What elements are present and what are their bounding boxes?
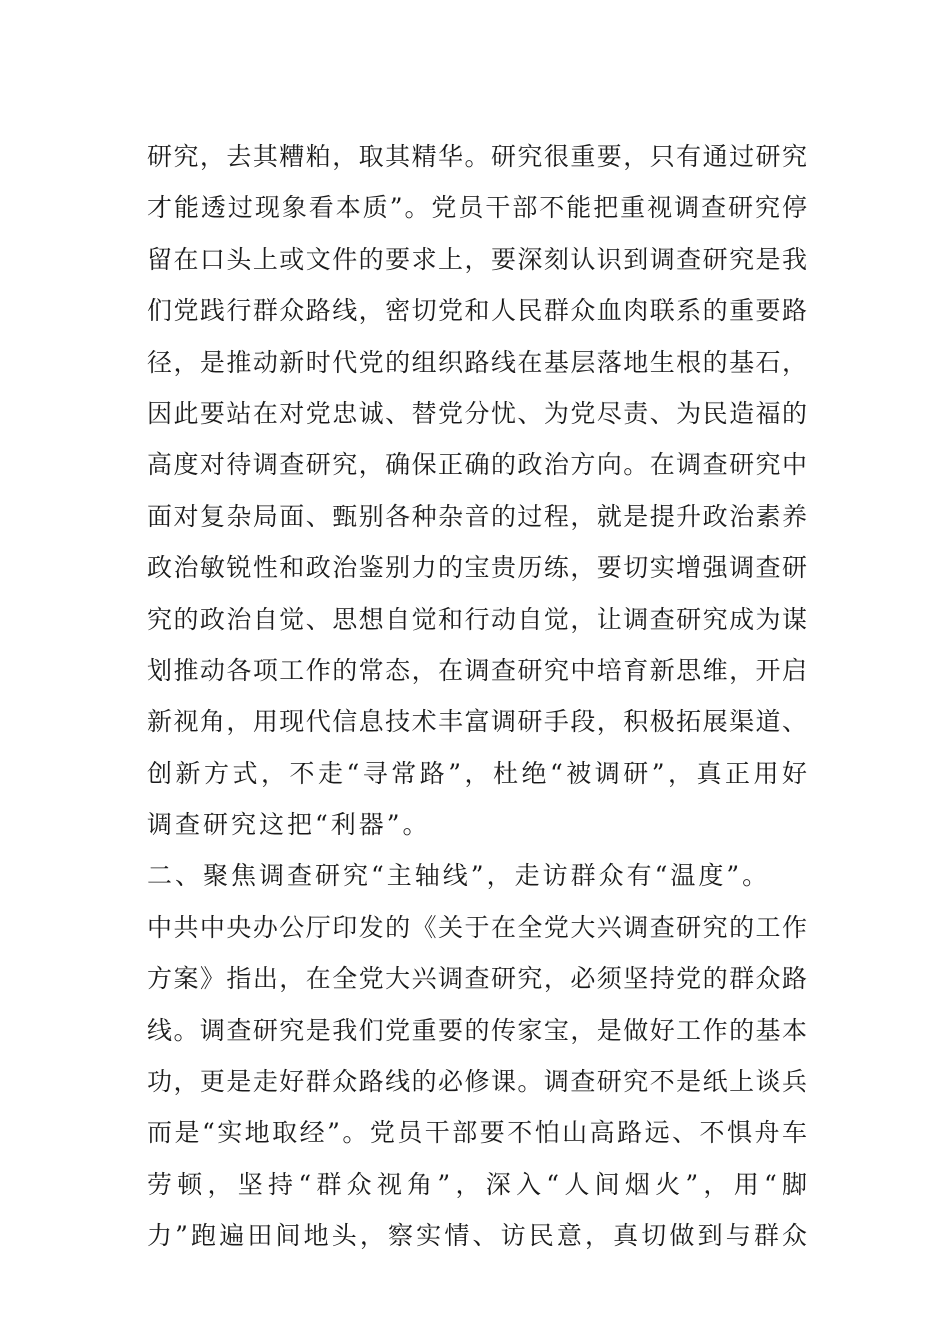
text-line: 线。调查研究是我们党重要的传家宝，是做好工作的基本: [147, 1015, 807, 1045]
text-line: 调查研究这把“利器”。: [147, 810, 431, 840]
text-line: 径，是推动新时代党的组织路线在基层落地生根的基石，: [147, 347, 807, 377]
text-line: 高度对待调查研究，确保正确的政治方向。在调查研究中: [147, 450, 807, 480]
text-line: 因此要站在对党忠诚、替党分忧、为党尽责、为民造福的: [147, 398, 807, 428]
text-line: 二、聚焦调查研究“主轴线”，走访群众有“温度”。: [147, 861, 771, 891]
text-line: 而是“实地取经”。党员干部要不怕山高路远、不惧舟车: [147, 1118, 807, 1148]
text-line: 新视角，用现代信息技术丰富调研手段，积极拓展渠道、: [147, 707, 807, 737]
text-line: 们党践行群众路线，密切党和人民群众血肉联系的重要路: [147, 296, 807, 326]
text-line: 劳顿，坚持“群众视角”，深入“人间烟火”，用“脚: [147, 1169, 807, 1199]
text-line: 中共中央办公厅印发的《关于在全党大兴调查研究的工作: [147, 912, 807, 942]
text-line: 划推动各项工作的常态，在调查研究中培育新思维，开启: [147, 655, 807, 685]
text-line: 才能透过现象看本质”。党员干部不能把重视调查研究停: [147, 193, 807, 223]
text-line: 力”跑遍田间地头，察实情、访民意，真切做到与群众: [147, 1221, 807, 1251]
text-line: 留在口头上或文件的要求上，要深刻认识到调查研究是我: [147, 244, 807, 274]
text-line: 方案》指出，在全党大兴调查研究，必须坚持党的群众路: [147, 964, 807, 994]
text-line: 研究，去其糟粕，取其精华。研究很重要，只有通过研究: [147, 142, 807, 171]
text-line: 面对复杂局面、甄别各种杂音的过程，就是提升政治素养: [147, 501, 807, 531]
text-line: 究的政治自觉、思想自觉和行动自觉，让调查研究成为谋: [147, 604, 807, 634]
document-body: [147, 131, 807, 1262]
text-line: 创新方式，不走“寻常路”，杜绝“被调研”，真正用好: [147, 758, 807, 788]
text-line: 功，更是走好群众路线的必修课。调查研究不是纸上谈兵: [147, 1067, 807, 1097]
text-line: 政治敏锐性和政治鉴别力的宝贵历练，要切实增强调查研: [147, 553, 807, 583]
